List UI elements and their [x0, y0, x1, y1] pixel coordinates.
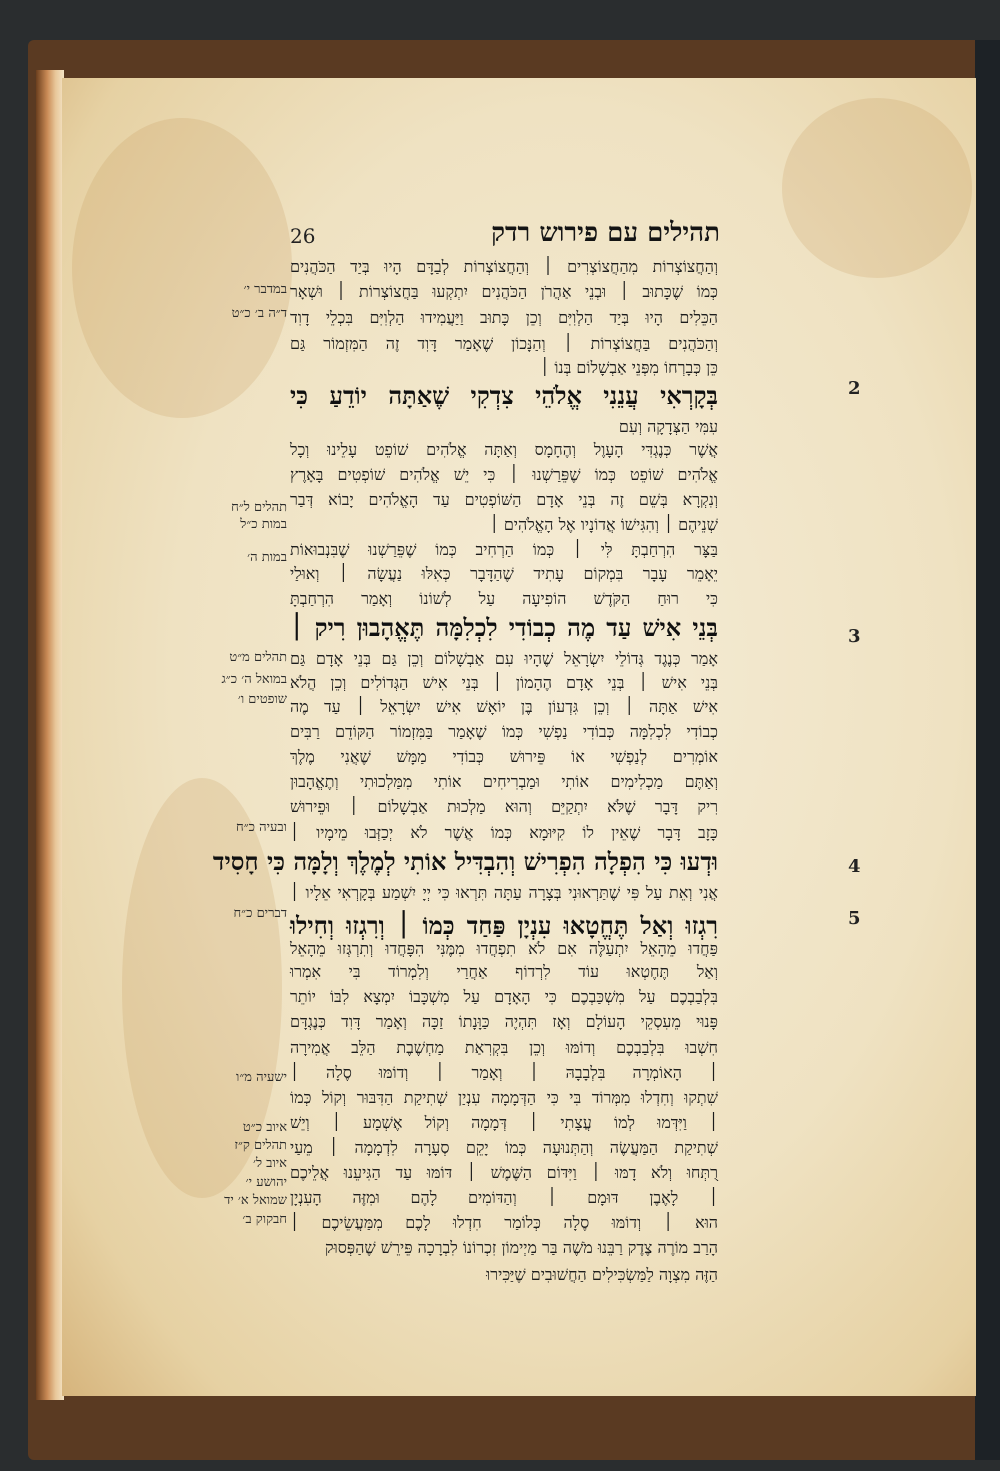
margin-reference: יהושע י׳ — [245, 1175, 287, 1190]
commentary-line: פַּחֲדוּ מֵהָאֵל יִתְעַלֶּה אִם לֹא תִפְחֲדוּ מִמֶּנִּי הִפָּחֲדוּ וְתִרְגְּזוּ מֵהָאֵל — [290, 939, 718, 958]
commentary-line: וְהַחֲצוֹצְרוֹת מִהַחֲצוֹצְרִים ׀ וְהַחֲצוֹצְרוֹת לְבַדָּם הָיוּ בְּיַד הַכֹּהֲנִים — [290, 257, 718, 276]
page-number: 26 — [290, 224, 316, 248]
commentary-line: הַכֵּלִים הָיוּ בְּיַד הַלְוִיִּם וְכֵן כָּתוּב וַיַּעֲמִידוּ הַלְוִיִּם בִּכְלֵי דָוִד — [290, 308, 718, 327]
commentary-line: הוּא ׀ וְדוֹמּוּ סֶלָה כְּלוֹמַר חִדְלוּ לָכֶם מִמַּעֲשֵׂיכֶם ׀ — [290, 1213, 718, 1232]
commentary-line: חִשְׁבוּ בִּלְבַבְכֶם וְדוֹמּוּ וְכֵן בִּקְרִאַת מַחְשֶׁבֶת הַלֵּב אֲמִירָה — [290, 1038, 718, 1057]
water-stain — [72, 118, 292, 418]
verse-line: בְּנֵי אִישׁ עַד מֶה כְבוֹדִי לִכְלִמָּה תֶּאֱהָבוּן רִיק ׀ — [290, 613, 718, 642]
commentary-line: יֵאָמֵר עָבָר בִּמְקוֹם עָתִיד שֶׁהַדָּבָר כְּאִלּוּ נַעֲשָׂה ׀ וְאוּלַי — [290, 564, 718, 583]
commentary-line: אָמַר כְּנֶגֶד גְּדוֹלֵי יִשְׂרָאֵל שֶׁהָיוּ עִם אַבְשָׁלוֹם וְכֵן גַּם בְּנֵי אָדָם גַּם — [290, 649, 718, 668]
commentary-line: אֲשֶׁר כְּנֶגְדִּי הָעָוֶל וְהֶחָמָס וְאַתָּה אֱלֹהִים שׁוֹפֵט עָלֵינוּ וְכָל — [290, 440, 718, 459]
water-stain — [122, 778, 282, 1198]
margin-reference: במות ה׳ — [247, 550, 287, 565]
verse-line: בְּקָרְאִי עֲנֵנִי אֱלֹהֵי צִדְקִי שֶׁאַתָּה יוֹדֵעַ כִּי — [290, 381, 718, 410]
margin-reference: חבקוק ב׳ — [242, 1212, 287, 1227]
commentary-line: ׀ וַיִּדְּמוּ לְמוֹ עֲצָתִי ׀ דְּמָמָה וְקוֹל אֶשְׁמָע ׀ וְיֵשׁ — [290, 1113, 718, 1132]
water-stain — [782, 98, 972, 278]
margin-reference: איוב כ״ט — [242, 1120, 287, 1135]
book-binding — [975, 40, 1000, 1460]
commentary-line: פָּנוּי מֵעִסְקֵי הָעוֹלָם וְאָז תִּהְיֶה כַּוָּנָתוֹ זַכָּה וְאָמַר דָּוִד כְּנֶגְדָּם — [290, 1012, 718, 1031]
verse-number: 4 — [848, 856, 861, 877]
verse-number: 3 — [848, 626, 861, 647]
verse-number: 2 — [848, 378, 861, 399]
commentary-line: בְּנֵי אִישׁ ׀ בְּנֵי אָדָם הֶהָמוֹן ׀ בְּנֵי אִישׁ הַגְּדוֹלִים וְכֵן הֲלֹא — [290, 673, 718, 692]
commentary-line: בַּצָּר הִרְחַבְתָּ לִּי ׀ כְּמוֹ הַרְחִיב כְּמוֹ שֶׁפֵּרַשְׁנוּ שֶׁבִּנְבוּאוֹת — [290, 540, 718, 559]
commentary-line: הַזֶּה מִצְוָה לַמַּשְׂכִּילִים הַחֲשׁוּבִים שֶׁיַּכִּירוּ — [486, 1265, 718, 1284]
commentary-line: אֲנִי וְאֵת עַל פִּי שֶׁתַּרְאוּנִי בְּצָרָה עַתָּה תִּרְאוּ כִּי יְיָ יִשְׁמַע בְּקָרְאִי אֵלָיו ׀ — [290, 883, 718, 902]
commentary-line: וְאַל תֶּחֶטְאוּ עוֹד לִרְדוֹף אַחֲרַי וְלִמְרוֹד בִּי אִמְרוּ — [290, 962, 718, 981]
commentary-line: כֵּן כְּבָרְחוֹ מִפְּנֵי אַבְשָׁלוֹם בְּנוֹ ׀ — [540, 358, 718, 377]
commentary-line: ׀ הָאוֹמְרָה בִּלְבָבָהּ ׀ וְאָמַר ׀ וְדוֹמּוּ סֶלָה ׀ — [290, 1063, 718, 1082]
verse-line: רִגְזוּ וְאַל תֶּחֱטָאוּ עִנְיָן פַּחַד כְּמוֹ ׀ וְרִגְזוּ וְחִילוּ — [290, 911, 718, 940]
margin-reference: ובעיה כ״ח — [236, 820, 287, 835]
margin-reference: במדבר י׳ — [243, 282, 287, 297]
margin-reference: תהלים ל״ח — [231, 500, 287, 515]
commentary-line: אֱלֹהִים שׁוֹפֵט כְּמוֹ שֶׁפֵּרַשְׁנוּ ׀ כִּי יֵשׁ אֱלֹהִים שׁוֹפְטִים בָּאָרֶץ — [290, 465, 718, 484]
commentary-line: כְּמוֹ שֶׁכָּתוּב ׀ וּבְנֵי אַהֲרֹן הַכֹּהֲנִים יִתְקְעוּ בַּחֲצוֹצְרוֹת ׀ וּשְׁאָר — [290, 282, 719, 301]
margin-reference: במות כ״ל — [240, 517, 287, 532]
commentary-line: שְׁנֵיהֶם ׀ וְהִגִּישׁוֹ אֲדוֹנָיו אֶל הָאֱלֹהִים ׀ — [489, 515, 718, 534]
commentary-line: אוֹמְרִים לְנַפְשִׁי אוֹ פֵּירוּשׁ כְּבוֹדִי מַמָּשׁ שֶׁאֲנִי מֶלֶךְ — [290, 747, 718, 766]
commentary-line: וְהַכֹּהֲנִים בַּחֲצוֹצְרוֹת ׀ וְהַנָּכוֹן שֶׁאָמַר דָּוִד זֶה הַמִּזְמוֹר גַּם — [290, 334, 718, 353]
commentary-line: רִיק דָּבָר שֶׁלֹּא יִתְקַיֵּם וְהוּא מַלְכוּת אַבְשָׁלוֹם ׀ וּפֵירוּשׁ — [290, 797, 718, 816]
margin-reference: איוב ל׳ — [252, 1156, 287, 1171]
margin-reference: שופטים ו׳ — [237, 692, 287, 707]
commentary-line: וְאַתֶּם מַכְלִימִים אוֹתִי וּמַבְרִיחִים אוֹתִי מִמַּלְכוּתִי וְתֶאֱהָבוּן — [290, 772, 718, 791]
commentary-line: וְנִקְרָא בְּשֵׁם זֶה בְּנֵי אָדָם הַשּׁוֹפְטִים עַד הָאֱלֹהִים יָבוֹא דְּבַר — [290, 490, 718, 509]
page-header — [290, 218, 720, 254]
commentary-line: ׀ לָאֶבֶן דּוּמָם ׀ וְהַדּוֹמִים לָהֶם וּמִזֶּה הָעִנְיָן — [290, 1188, 718, 1207]
verse-number: 5 — [848, 908, 861, 929]
commentary-line: בִּלְבַבְכֶם עַל מִשְׁכַּבְכֶם כִּי הָאָדָם עַל מִשְׁכָּבוֹ יִמְצָא לִבּוֹ יוֹתֵר — [290, 987, 718, 1006]
commentary-line: רֻתְּחוּ וְלֹא דָמּוּ ׀ וַיִּדּוֹם הַשֶּׁמֶשׁ ׀ דּוֹמּוּ עַד הַגִּיעֵנוּ אֲלֵיכֶם — [290, 1163, 718, 1182]
commentary-line: כִּי רוּחַ הַקֹּדֶשׁ הוֹפִיעָה עַל לְשׁוֹנוֹ וְאָמַר הִרְחַבְתָּ — [290, 589, 718, 608]
margin-reference: במואל ה׳ כ״ג — [221, 672, 287, 687]
verse-line: וּדְעוּ כִּי הִפְלָה הִפְרִישׁ וְהִבְדִּיל אוֹתִי לְמֶלֶךְ וְלָמָּה כִּי חָסִיד — [212, 847, 718, 876]
margin-reference: שמואל א׳ יד — [224, 1193, 287, 1208]
commentary-line: אִישׁ אַתָּה ׀ וְכֵן גִּדְעוֹן בֶּן יוֹאָשׁ אִישׁ יִשְׂרָאֵל ׀ עַד מֶה — [290, 697, 718, 716]
commentary-line: כָּזָב דָּבָר שֶׁאֵין לוֹ קִיּוּמָא כְּמוֹ אֲשֶׁר לֹא יְכַזְּבוּ מֵימָיו ׀ — [290, 823, 718, 842]
page-edges — [36, 70, 64, 1400]
margin-reference: דברים כ״ח — [233, 906, 287, 921]
margin-reference: ד״ה ב׳ כ״ט — [231, 306, 287, 321]
commentary-line: שִׁתְקוּ וְחִדְלוּ מִמְּרוֹד בִּי כִּי הַדְּמָמָה עִנְיַן שְׁתִיקַת הַדִּבּוּר וְקוֹל כְּמוֹ — [290, 1088, 718, 1107]
commentary-line: עִמִּי הַצְּדָקָה וְעִם — [618, 417, 718, 436]
margin-reference: ישעיה מ״ו — [236, 1070, 287, 1085]
commentary-line: הָרַב מוֹרֶה צֶדֶק רַבֵּנוּ מֹשֶׁה בַּר מַיְימוֹן זִכְרוֹנוֹ לִבְרָכָה פֵּירֵשׁ שֶׁהַפְּסוּק — [325, 1238, 718, 1257]
margin-reference: תהלים מ״ט — [229, 650, 287, 665]
commentary-line: כְבוֹדִי לִכְלִמָּה כְּבוֹדִי נַפְשִׁי כְּמוֹ שֶׁאָמַר בַּמִּזְמוֹר הַקּוֹדֵם רַבִּים — [290, 722, 718, 741]
page-title: תהילים עם פירוש רדק — [491, 218, 720, 248]
commentary-line: שְׁתִיקַת הַמַּעֲשֶׂה וְהַתְּנוּעָה כְּמוֹ יָקֵם סְעָרָה לִדְמָמָה ׀ מֵעַי — [290, 1138, 718, 1157]
margin-reference: תהלים ק״ז — [234, 1138, 287, 1153]
